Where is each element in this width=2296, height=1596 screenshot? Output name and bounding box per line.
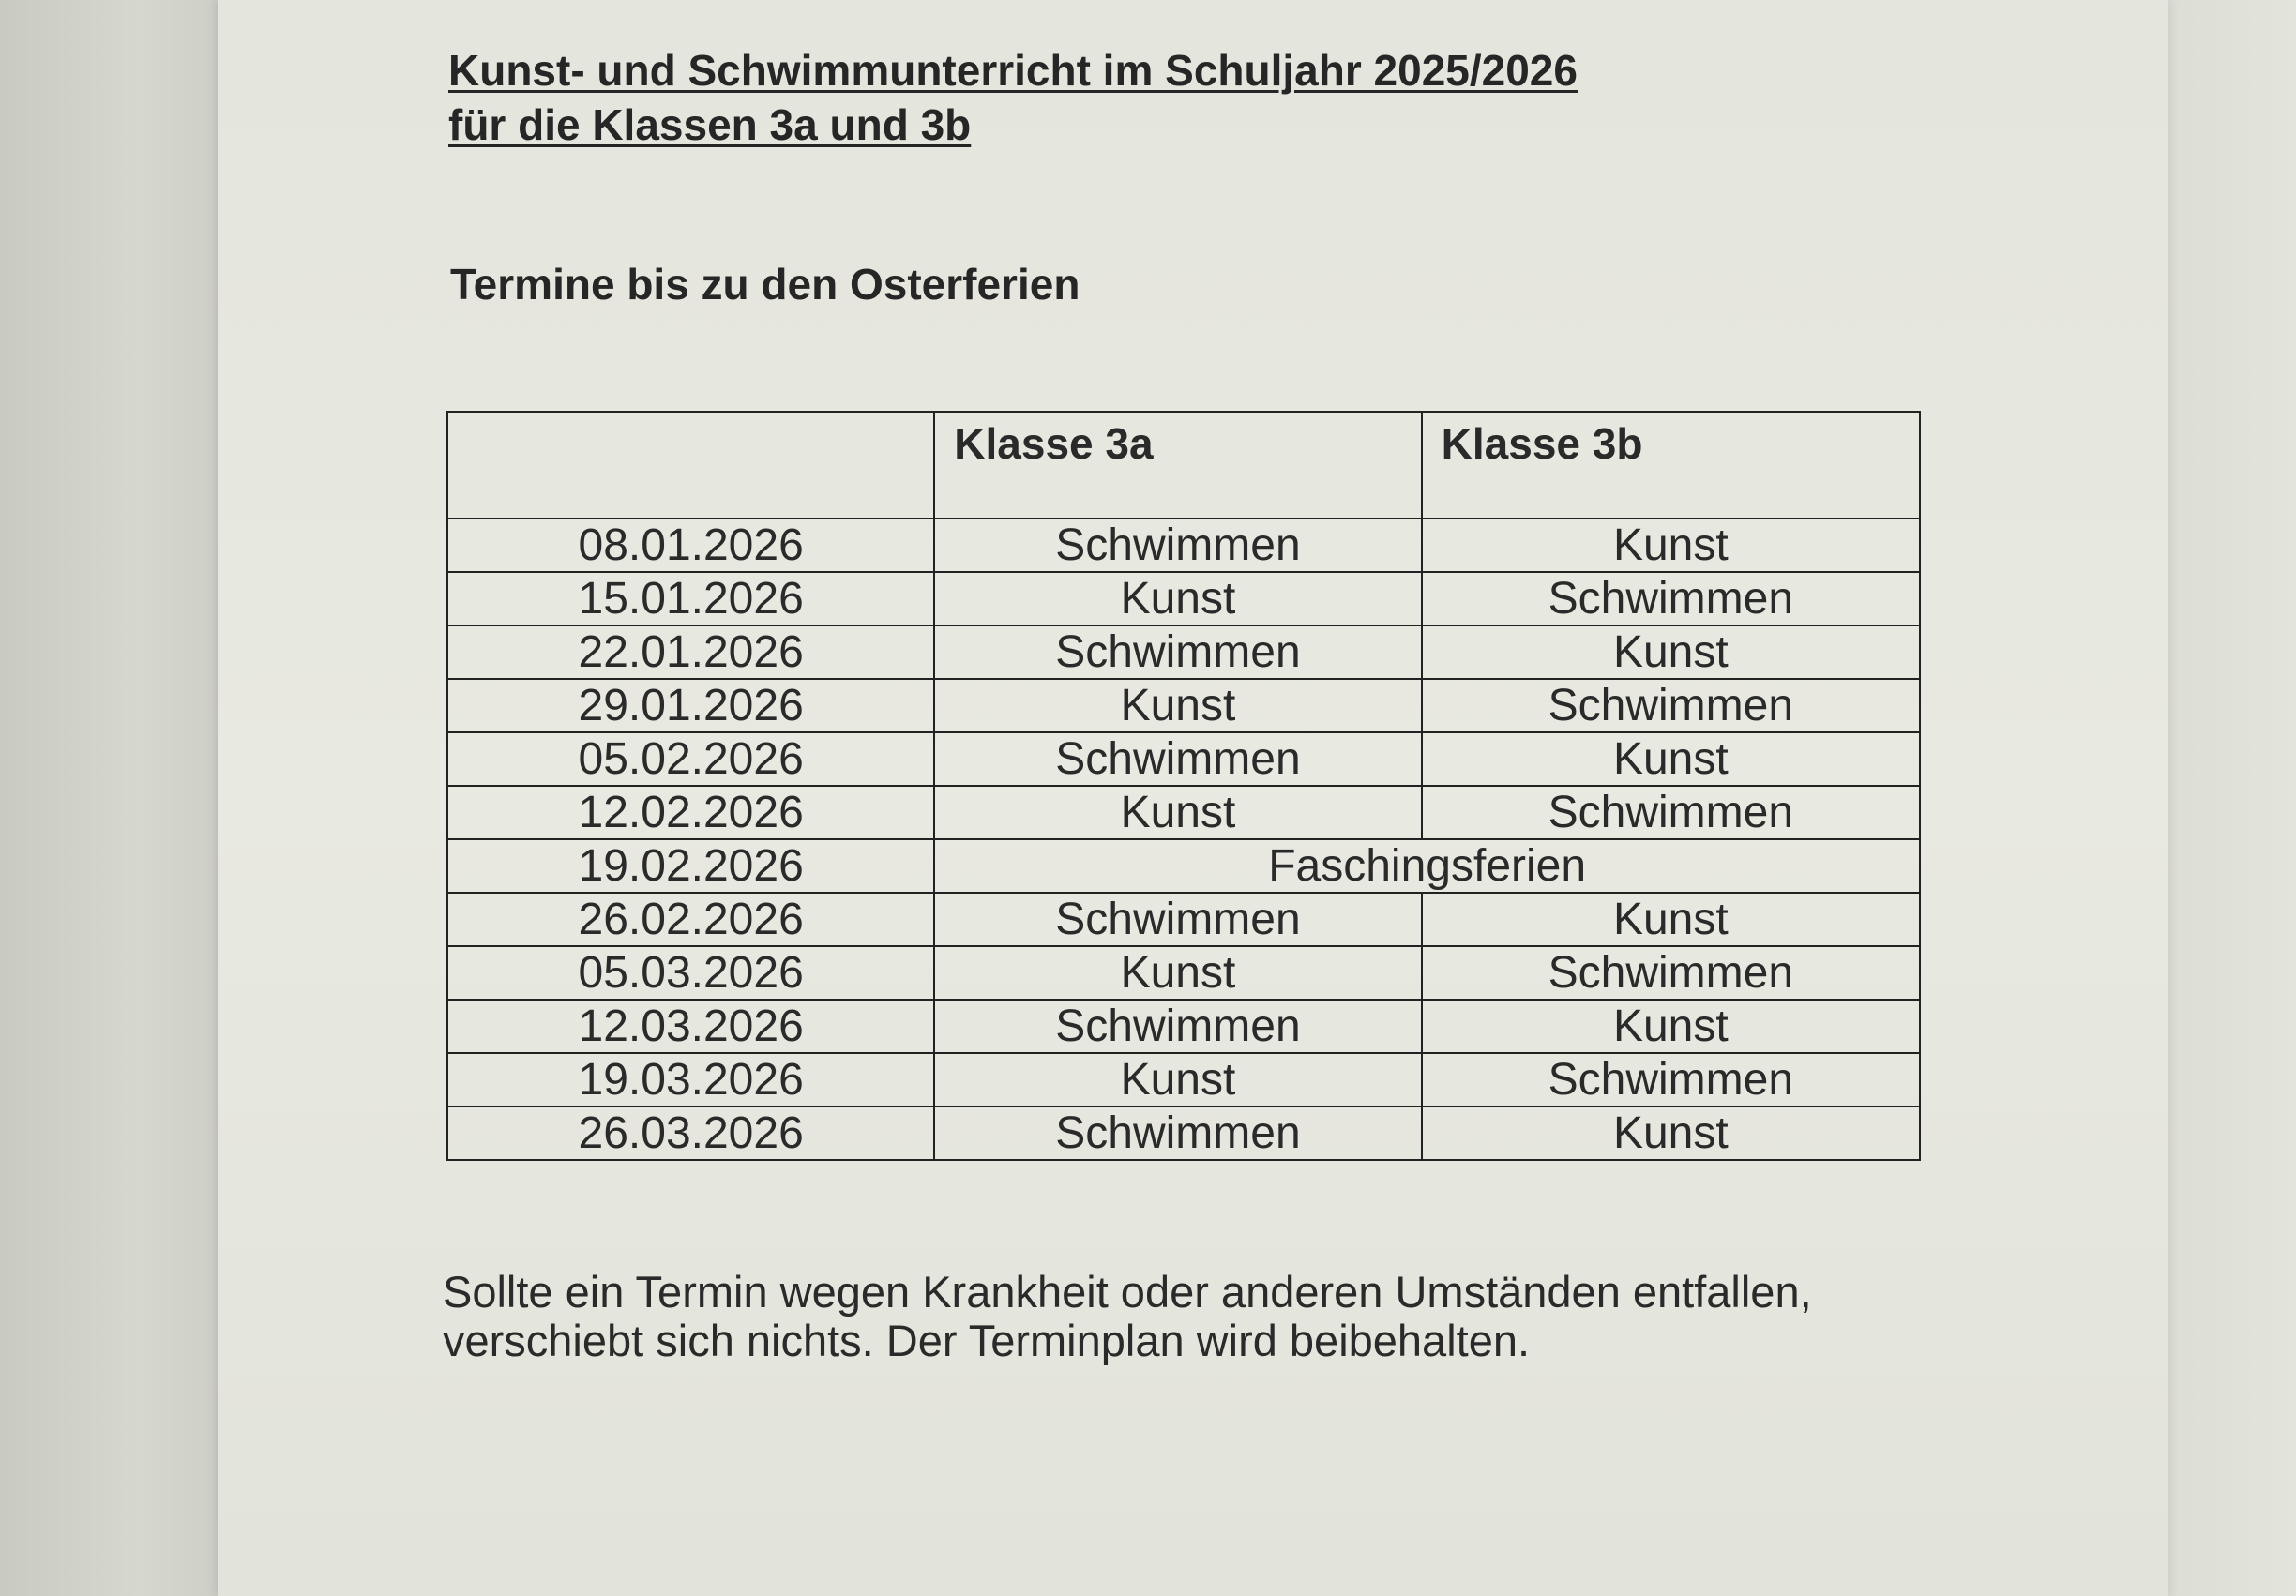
- cell-date: 08.01.2026: [447, 519, 934, 572]
- cell-klasse-3b: Schwimmen: [1422, 572, 1920, 625]
- cell-klasse-3a: Kunst: [934, 786, 1421, 839]
- section-heading: Termine bis zu den Osterferien: [450, 260, 1080, 309]
- table-row: [447, 786, 1920, 839]
- document-title: [448, 43, 1578, 152]
- cell-date: 15.01.2026: [447, 572, 934, 625]
- header-klasse-3a: Klasse 3a: [934, 412, 1421, 519]
- cell-klasse-3b: Schwimmen: [1422, 946, 1920, 1000]
- table-header-row: [447, 412, 1920, 519]
- table-row: [447, 893, 1920, 946]
- table-row: [447, 625, 1920, 679]
- cell-klasse-3a: Kunst: [934, 679, 1421, 732]
- cell-date: 05.03.2026: [447, 946, 934, 1000]
- table-row: [447, 732, 1920, 786]
- cell-klasse-3b: Schwimmen: [1422, 786, 1920, 839]
- cell-klasse-3b: Schwimmen: [1422, 679, 1920, 732]
- note-text: [443, 1268, 1812, 1365]
- cell-klasse-3b: Kunst: [1422, 625, 1920, 679]
- table-row: [447, 839, 1920, 893]
- cell-date: 05.02.2026: [447, 732, 934, 786]
- cell-klasse-3a: Schwimmen: [934, 625, 1421, 679]
- cell-klasse-3a: Schwimmen: [934, 1000, 1421, 1053]
- cell-klasse-3b: Kunst: [1422, 893, 1920, 946]
- cell-klasse-3b: Kunst: [1422, 1107, 1920, 1160]
- cell-klasse-3a: Kunst: [934, 572, 1421, 625]
- cell-klasse-3a: Schwimmen: [934, 732, 1421, 786]
- title-line-2: für die Klassen 3a und 3b: [448, 100, 972, 149]
- table-row: [447, 572, 1920, 625]
- table-row: [447, 946, 1920, 1000]
- cell-klasse-3a: Schwimmen: [934, 893, 1421, 946]
- cell-date: 19.02.2026: [447, 839, 934, 893]
- note-line-2: verschiebt sich nichts. Der Terminplan wird beibehalten.: [443, 1316, 1531, 1365]
- cell-holiday: Faschingsferien: [934, 839, 1920, 893]
- cell-klasse-3a: Schwimmen: [934, 519, 1421, 572]
- header-klasse-3b: Klasse 3b: [1422, 412, 1920, 519]
- cell-date: 12.02.2026: [447, 786, 934, 839]
- table-row: [447, 519, 1920, 572]
- note-line-1: Sollte ein Termin wegen Krankheit oder anderen Umständen entfallen,: [443, 1267, 1812, 1317]
- title-line-1: Kunst- und Schwimmunterricht im Schuljahr 2025/2026: [448, 46, 1578, 95]
- cell-date: 19.03.2026: [447, 1053, 934, 1107]
- schedule-table: [446, 411, 1921, 1161]
- table-row: [447, 1107, 1920, 1160]
- table-row: [447, 1000, 1920, 1053]
- cell-klasse-3b: Kunst: [1422, 519, 1920, 572]
- cell-klasse-3b: Kunst: [1422, 732, 1920, 786]
- cell-klasse-3b: Kunst: [1422, 1000, 1920, 1053]
- cell-klasse-3a: Schwimmen: [934, 1107, 1421, 1160]
- cell-date: 29.01.2026: [447, 679, 934, 732]
- cell-klasse-3a: Kunst: [934, 1053, 1421, 1107]
- cell-date: 12.03.2026: [447, 1000, 934, 1053]
- table-row: [447, 1053, 1920, 1107]
- cell-date: 22.01.2026: [447, 625, 934, 679]
- cell-klasse-3a: Kunst: [934, 946, 1421, 1000]
- table-row: [447, 679, 1920, 732]
- background-right: [2165, 0, 2296, 1596]
- cell-date: 26.03.2026: [447, 1107, 934, 1160]
- header-date: [447, 412, 934, 519]
- cell-klasse-3b: Schwimmen: [1422, 1053, 1920, 1107]
- cell-date: 26.02.2026: [447, 893, 934, 946]
